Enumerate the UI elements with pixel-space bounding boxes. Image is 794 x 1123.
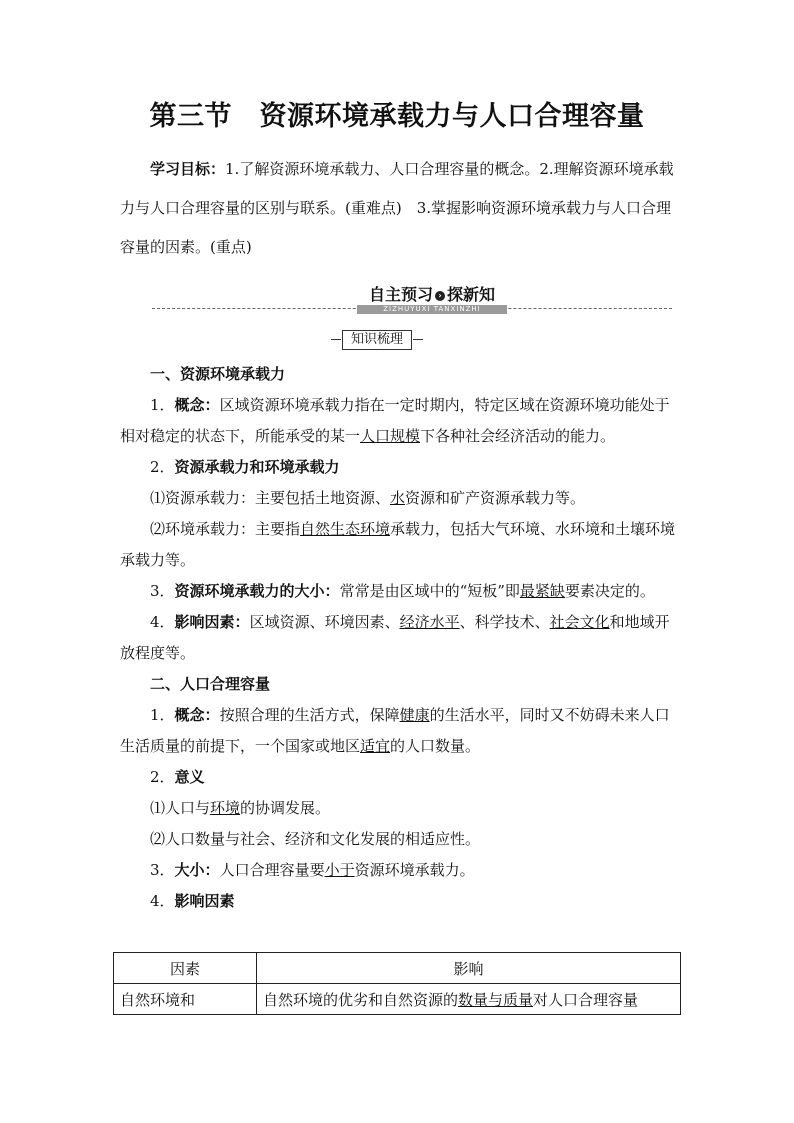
underlined-term: 社会文化 [549,613,610,631]
learning-goals-label: 学习目标： [150,160,226,178]
paragraph: 4．影响因素 [150,892,235,910]
table-header-row [114,953,681,984]
underlined-term: 最紧缺 [519,582,565,600]
table-header-cell: 影响 [257,953,681,984]
paragraph: 3．资源环境承载力的大小：常常是由区域中的“短板”即最紧缺要素决定的。 [150,582,655,600]
banner-title: 自主预习 › 探新知 [368,285,496,304]
paragraph: 2．意义 [150,768,205,786]
paragraph: ⑴人口与环境的协调发展。 [150,799,331,817]
underlined-term: 环境 [210,799,241,817]
knowledge-tag: 知识梳理 [342,330,412,350]
table-row [114,984,681,1015]
table-cell: 自然环境和 [114,984,257,1015]
page-title: 第三节 资源环境承载力与人口合理容量 [149,101,645,132]
section-heading: 一、资源环境承载力 [150,365,286,383]
underlined-term: 数量与质量 [458,990,534,1009]
paragraph: ⑵环境承载力：主要指自然生态环境承载力，包括大气环境、水环境和土壤环境承载力等。 [120,520,676,569]
paragraph: ⑴资源承载力：主要包括土地资源、水资源和矿产资源承载力等。 [150,489,586,507]
paragraph: 4．影响因素：区域资源、环境因素、经济水平、科学技术、社会文化和地域开放程度等。 [120,613,670,662]
banner-subtitle: ZIZHUYUXI TANXINZHI [357,305,507,314]
table-header-cell: 因素 [114,953,257,984]
main-content [120,359,676,917]
section-banner [152,280,672,320]
underlined-term: 人口规模 [360,427,421,445]
underlined-term: 经济水平 [399,613,460,631]
learning-goals-text: 1.了解资源环境承载力、人口合理容量的概念。2.理解资源环境承载力与人口合理容量的区别与联系。(重难点) 3.掌握影响资源环境承载力与人口合理容量的因素。(重点) [120,160,674,256]
paragraph: ⑵人口数量与社会、经济和文化发展的相适应性。 [150,830,481,848]
table-cell: 自然环境的优劣和自然资源的数量与质量对人口合理容量 [257,984,681,1015]
paragraph: 3．大小：人口合理容量要小于资源环境承载力。 [150,861,475,879]
underlined-term: 小于 [324,861,355,879]
paragraph: 1．概念：按照合理的生活方式，保障健康的生活水平，同时又不妨碍未来人口生活质量的前提下，一个国家或地区适宜的人口数量。 [120,706,670,755]
underlined-term: 自然生态环境 [300,520,391,538]
paragraph: 2．资源承载力和环境承载力 [150,458,340,476]
section-heading: 二、人口合理容量 [150,675,271,693]
underlined-term: 适宜 [360,737,391,755]
banner-arrow-icon: › [435,291,445,301]
factors-table [113,952,681,1015]
learning-goals [120,150,676,267]
underlined-term: 水 [390,489,406,507]
paragraph: 1．概念：区域资源环境承载力指在一定时期内，特定区域在资源环境功能处于相对稳定的状态下，所能承受的某一人口规模下各种社会经济活动的能力。 [120,396,670,445]
underlined-term: 健康 [399,706,430,724]
